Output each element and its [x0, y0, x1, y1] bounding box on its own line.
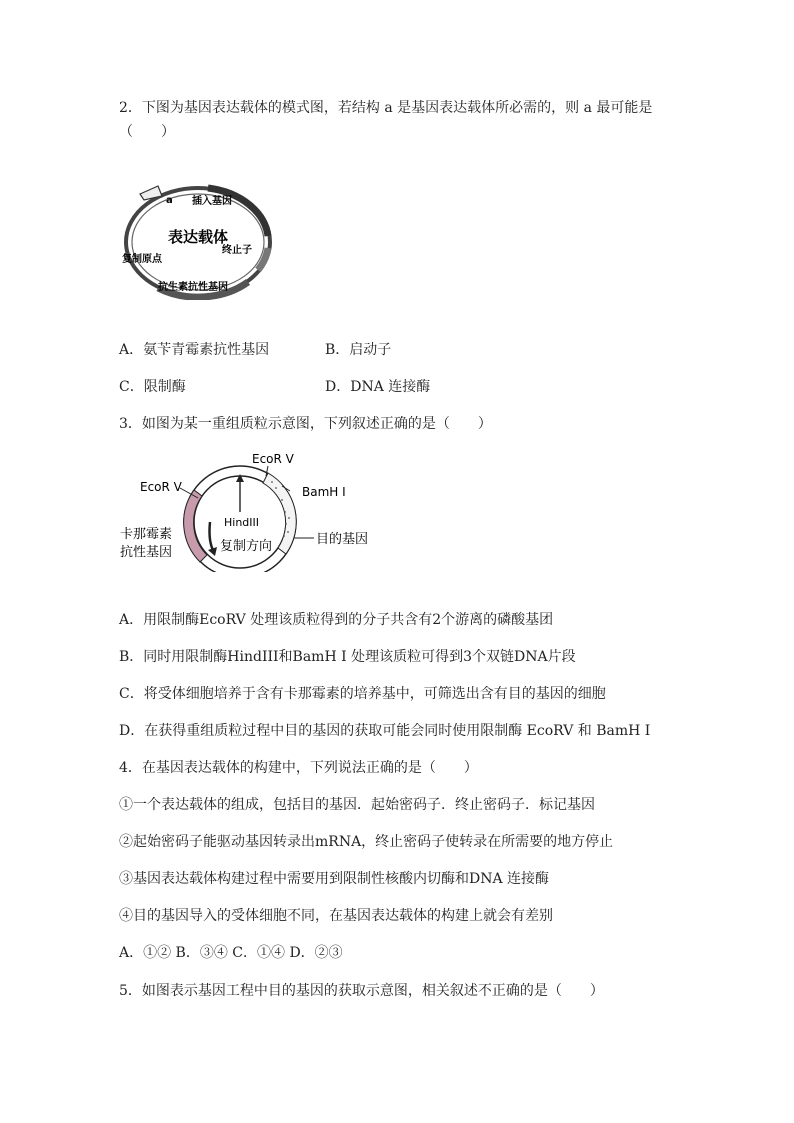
kanamycin-resistance-segment	[184, 490, 207, 562]
hindiii-arrowhead	[236, 474, 244, 482]
q2-option-b: B．启动子	[325, 342, 392, 358]
q3-label-hindiii: HindIII	[224, 516, 260, 529]
q2-option-d: D．DNA 连接酶	[325, 379, 431, 395]
q3-label-bamhi: BamH I	[302, 485, 346, 499]
q5-stem: 5．如图表示基因工程中目的基因的获取示意图，相关叙述不正确的是（ ）	[119, 983, 604, 999]
q2-expression-vector-figure	[118, 178, 280, 300]
q3-stem: 3．如图为某一重组质粒示意图，下列叙述正确的是（ ）	[119, 416, 492, 432]
q4-stem: 4．在基因表达载体的构建中，下列说法正确的是（ ）	[119, 760, 478, 776]
q3-label-replication: 复制方向	[220, 539, 273, 554]
q2-option-c: C．限制酶	[119, 379, 186, 395]
q4-item-3: ③基因表达载体构建过程中需要用到限制性核酸内切酶和DNA 连接酶	[119, 871, 550, 887]
q3-option-d: D．在获得重组质粒过程中目的基因的获取可能会同时使用限制酶 EcoRV 和 BamH I	[119, 723, 651, 739]
q2-label-insert: 插入基因	[192, 196, 232, 207]
replication-arrow	[210, 522, 215, 552]
q3-label-ecorv-top: EcoR V	[252, 452, 294, 466]
q2-label-resistance: 抗生素抗性基因	[158, 282, 228, 293]
q3-label-ecorv-left: EcoR V	[140, 480, 182, 494]
q3-label-kan-line1: 卡那霉素	[120, 527, 173, 542]
q3-label-target-gene: 目的基因	[316, 532, 369, 547]
q3-option-c: C．将受体细胞培养于含有卡那霉素的培养基中，可筛选出含有目的基因的细胞	[119, 686, 606, 702]
q2-label-origin: 复制原点	[122, 254, 162, 265]
q4-options: A．①② B．③④ C．①④ D．②③	[119, 945, 343, 961]
q3-option-b: B．同时用限制酶HindIII和BamH I 处理该质粒可得到3个双链DNA片段	[119, 649, 576, 665]
q4-item-4: ④目的基因导入的受体细胞不同，在基因表达载体的构建上就会有差别	[119, 908, 553, 924]
q2-stem-line1: 2．下图为基因表达载体的模式图，若结构 a 是基因表达载体所必需的，则 a 最可能是	[119, 100, 653, 116]
q3-label-kan-line2: 抗性基因	[120, 545, 173, 560]
q3-option-a: A．用限制酶EcoRV 处理该质粒得到的分子共含有2个游离的磷酸基团	[119, 612, 554, 628]
q4-item-2: ②起始密码子能驱动基因转录出mRNA，终止密码子使转录在所需要的地方停止	[119, 834, 614, 850]
q2-stem-line2: （ ）	[119, 124, 175, 140]
q2-option-a: A．氨苄青霉素抗性基因	[119, 342, 270, 358]
q2-label-terminator: 终止子	[222, 245, 252, 256]
q3-recombinant-plasmid-figure	[118, 446, 380, 572]
q4-item-1: ①一个表达载体的组成，包括目的基因．起始密码子．终止密码子．标记基因	[119, 797, 595, 813]
q2-label-center: 表达载体	[168, 228, 229, 246]
q2-label-a: a	[166, 195, 173, 206]
